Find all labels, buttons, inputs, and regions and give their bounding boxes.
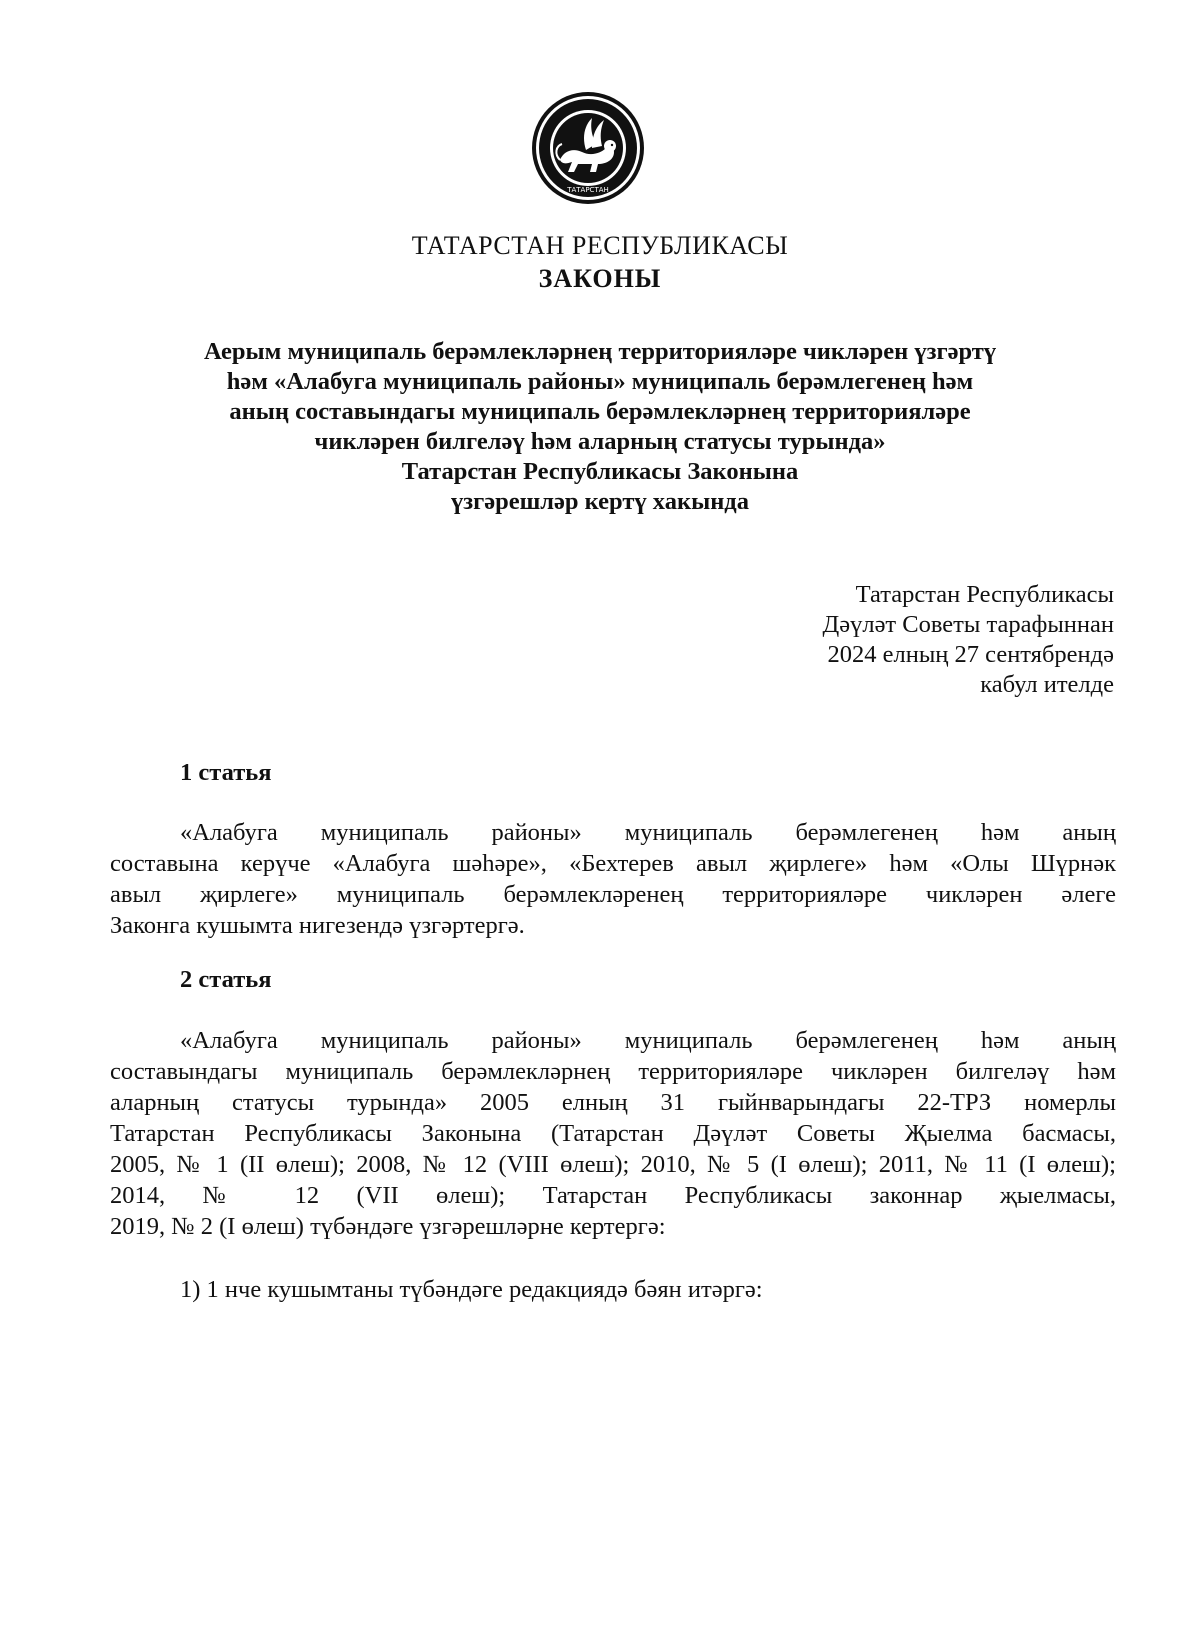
adoption-line: 2024 елның 27 сентябрендә	[827, 641, 1114, 668]
tatarstan-coat-of-arms-icon	[530, 90, 646, 206]
title-line: Татарстан Республикасы Законына	[401, 458, 799, 485]
adoption-line: Татарстан Республикасы	[855, 581, 1114, 608]
title-line: үзгәрешләр кертү хакында	[451, 488, 749, 515]
article-2-heading: 2 статья	[180, 966, 272, 993]
republic-heading: ТАТАРСТАН РЕСПУБЛИКАСЫ	[411, 231, 789, 260]
law-heading: ЗАКОНЫ	[538, 264, 662, 293]
adoption-line: кабул ителде	[980, 671, 1114, 698]
law-title	[150, 337, 1050, 517]
adoption-note	[823, 580, 1115, 700]
list-item: 1) 1 нче кушымтаны түбәндәге редакциядә бәян итәргә:	[180, 1276, 763, 1303]
article-1-text	[110, 817, 1116, 941]
paragraph-line: 2019, № 2 (I өлеш) түбәндәге үзгәрешләрне кертергә:	[110, 1213, 666, 1240]
title-line: чикләрен билгеләү һәм аларның статусы турында»	[314, 428, 886, 455]
paragraph-line: Законга кушымта нигезендә үзгәртергә.	[110, 912, 525, 939]
paragraph-line: аларның статусы турында» 2005 елның 31 гыйнварындагы 22-ТРЗ номерлы	[110, 1089, 1116, 1116]
paragraph-line: «Алабуга муниципаль районы» муниципаль берәмлегенең һәм аның	[180, 819, 1116, 846]
title-line: һәм «Алабуга муниципаль районы» муниципаль берәмлегенең һәм	[226, 368, 974, 395]
paragraph-line: «Алабуга муниципаль районы» муниципаль берәмлегенең һәм аның	[180, 1027, 1116, 1054]
paragraph-line: 2014, № 12 (VII өлеш); Татарстан Республикасы законнар җыелмасы,	[110, 1182, 1116, 1209]
emblem-lettering: ТАТАРСТАН	[567, 186, 609, 194]
title-line: аның составындагы муниципаль берәмлекләрнең территорияләре	[229, 398, 971, 425]
adoption-line: Дәүләт Советы тарафыннан	[822, 611, 1114, 638]
paragraph-line: Татарстан Республикасы Законына (Татарстан Дәүләт Советы Җыелма басмасы,	[110, 1120, 1116, 1147]
paragraph-line: составындагы муниципаль берәмлекләрнең территорияләре чикләрен билгеләү һәм	[110, 1058, 1116, 1085]
title-line: Аерым муниципаль берәмлекләрнең территорияләре чикләрен үзгәртү	[203, 338, 997, 365]
paragraph-line: составына керүче «Алабуга шәһәре», «Бехтерев авыл җирлеге» һәм «Олы Шүрнәк	[110, 850, 1116, 877]
paragraph-line: авыл җирлеге» муниципаль берәмлекләренең территорияләре чикләрен әлеге	[110, 881, 1116, 908]
article-1-heading: 1 статья	[180, 759, 272, 786]
paragraph-line: 2005, № 1 (II өлеш); 2008, № 12 (VIII өлеш); 2010, № 5 (I өлеш); 2011, № 11 (I өлеш);	[110, 1151, 1116, 1178]
article-2-text	[110, 1025, 1116, 1242]
